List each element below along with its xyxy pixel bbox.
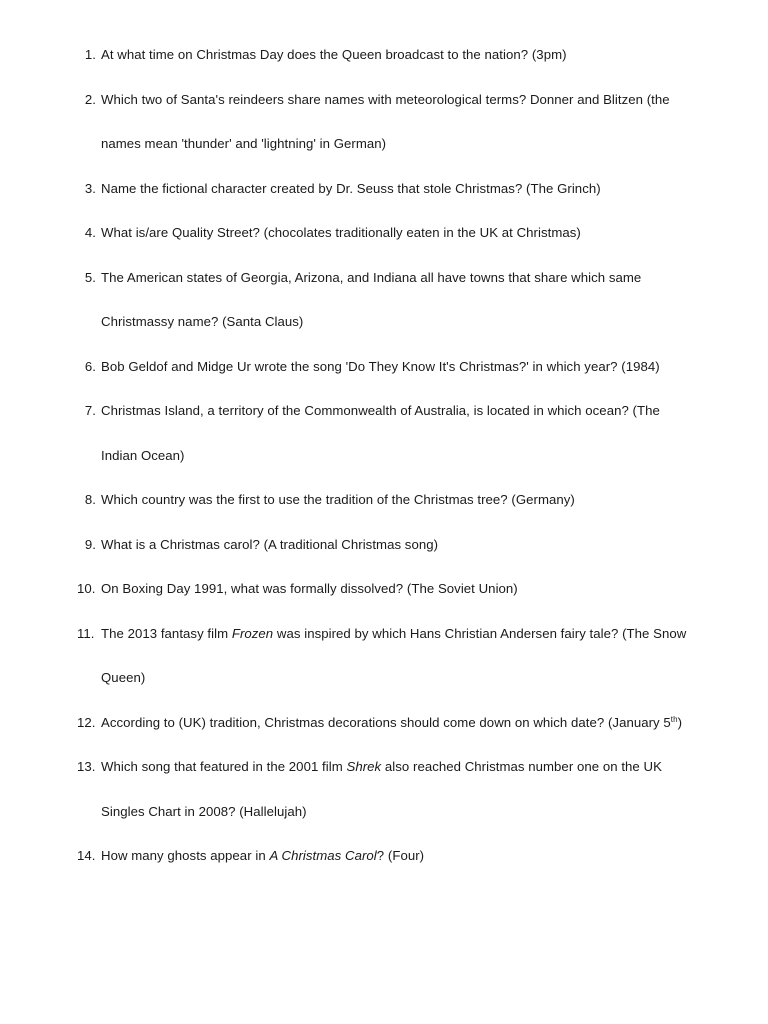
question-text: What is/are Quality Street? (chocolates traditionally eaten in the UK at Christmas): [101, 225, 581, 240]
question-number: 8.: [84, 492, 96, 507]
film-title: Frozen: [231, 625, 274, 641]
question-text-end: was inspired by which Hans Christian Andersen fairy tale? (The Snow: [273, 625, 687, 641]
question-text: Which two of Santa's reindeers share names with meteorological terms? Donner and Blitzen (the: [101, 91, 670, 107]
question-text: Bob Geldof and Midge Ur wrote the song 'Do They Know It's Christmas?' in which year? (1984): [101, 358, 660, 374]
question-number: 13.: [77, 759, 96, 774]
quiz-question-list: [0, 33, 768, 879]
question-number: 5.: [84, 269, 96, 285]
question-text: On Boxing Day 1991, what was formally dissolved? (The Soviet Union): [101, 581, 518, 596]
question-number: 9.: [84, 536, 96, 552]
question-number: 2.: [84, 91, 96, 107]
question-text-end: ): [677, 714, 683, 730]
question-item-12: [0, 701, 768, 746]
question-item-14: [0, 834, 768, 879]
ordinal-suffix: th: [670, 714, 678, 724]
question-text-continued: Singles Chart in 2008? (Hallelujah): [101, 803, 307, 819]
question-number: 12.: [77, 714, 96, 730]
question-number: 10.: [77, 581, 96, 596]
question-item-7: [0, 389, 768, 478]
question-text-start: Which song that featured in the 2001 film: [101, 759, 347, 774]
question-text-start: According to (UK) tradition, Christmas decorations should come down on which date? (January 5: [101, 714, 671, 730]
film-title: Shrek: [346, 759, 382, 774]
question-text: Which country was the first to use the tradition of the Christmas tree? (Germany): [101, 492, 575, 507]
book-title: A Christmas Carol: [269, 848, 377, 863]
question-text-end: also reached Christmas number one on the UK: [381, 759, 662, 774]
question-text: Christmas Island, a territory of the Commonwealth of Australia, is located in which ocean? (The: [101, 403, 660, 418]
question-text: [101, 701, 728, 746]
question-text-start: The 2013 fantasy film: [101, 625, 232, 641]
question-number: 1.: [84, 47, 96, 62]
question-item-9: [0, 523, 768, 568]
question-number: 4.: [84, 225, 96, 240]
question-text: [101, 745, 728, 790]
question-number: 11.: [77, 625, 95, 641]
question-item-11: [0, 612, 768, 701]
question-item-1: [0, 33, 768, 78]
question-number: 7.: [84, 403, 96, 418]
question-item-2: [0, 78, 768, 167]
question-number: 14.: [77, 848, 96, 863]
question-number: 6.: [84, 358, 96, 374]
question-text: [101, 834, 728, 879]
question-item-10: [0, 567, 768, 612]
question-text-continued: Christmassy name? (Santa Claus): [101, 314, 304, 329]
question-text-continued: Indian Ocean): [101, 447, 185, 463]
question-text-end: ? (Four): [376, 848, 425, 863]
question-text: At what time on Christmas Day does the Queen broadcast to the nation? (3pm): [101, 47, 567, 62]
question-item-5: [0, 256, 768, 345]
question-text: [101, 612, 728, 657]
question-number: 3.: [84, 180, 96, 196]
question-item-4: [0, 211, 768, 256]
question-item-6: [0, 345, 768, 390]
question-item-13: [0, 745, 768, 834]
question-text-continued: Queen): [101, 670, 146, 685]
question-text-start: How many ghosts appear in: [101, 848, 270, 863]
question-item-8: [0, 478, 768, 523]
question-text: The American states of Georgia, Arizona, and Indiana all have towns that share which same: [101, 269, 642, 285]
question-text: Name the fictional character created by Dr. Seuss that stole Christmas? (The Grinch): [101, 180, 601, 196]
question-text: What is a Christmas carol? (A traditional Christmas song): [101, 536, 439, 552]
question-text-continued: names mean 'thunder' and 'lightning' in German): [101, 136, 387, 151]
question-item-3: [0, 167, 768, 212]
